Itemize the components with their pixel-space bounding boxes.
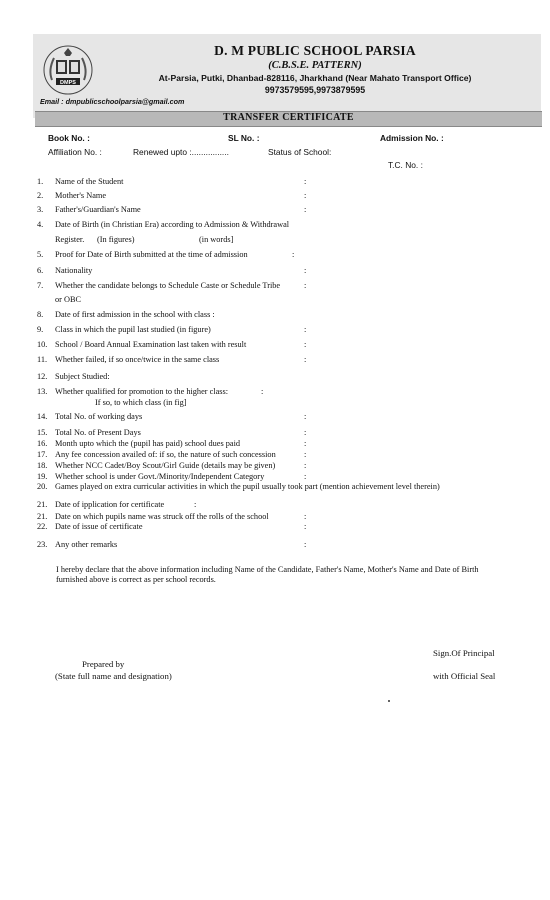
row-colon: : <box>304 461 307 470</box>
row-label: Whether failed, if so once/twice in the same class <box>55 355 220 364</box>
row-label: Date of first admission in the school with class : <box>55 310 215 319</box>
row-colon: : <box>304 266 307 275</box>
row-label: Total No. of Present Days <box>55 428 141 437</box>
row-number: 11. <box>37 355 48 364</box>
row-number: 19. <box>37 472 48 481</box>
row-number: 9. <box>37 325 44 334</box>
board-pattern: (C.B.S.E. PATTERN) <box>268 60 362 71</box>
svg-text:DMPS: DMPS <box>60 80 76 86</box>
row-label: or OBC <box>55 295 82 304</box>
row-colon: : <box>304 522 307 531</box>
row-label: Date of ipplication for certificate <box>55 500 165 509</box>
row-number: 4. <box>37 220 44 229</box>
row-label: If so, to which class (in fig] <box>95 398 187 407</box>
row-number: 13. <box>37 387 48 396</box>
tc-no: T.C. No. : <box>388 160 423 170</box>
row-number: 20. <box>37 482 48 491</box>
dob-figures: (In figures) <box>97 235 135 244</box>
admission-no: Admission No. : <box>380 133 444 143</box>
row-number: 17. <box>37 450 48 459</box>
row-label: Total No. of working days <box>55 412 143 421</box>
preparer-designation: (State full name and designation) <box>55 671 172 681</box>
row-number: 3. <box>37 205 44 214</box>
row-label: Month upto which the (pupil has paid) school dues paid <box>55 439 241 448</box>
row-number: 15. <box>37 428 48 437</box>
row-number: 14. <box>37 412 48 421</box>
school-phones: 9973579595,9973879595 <box>264 85 366 95</box>
row-colon: : <box>304 205 307 214</box>
row-label: Date of issue of certificate <box>55 522 143 531</box>
row-number: 8. <box>37 310 44 319</box>
row-colon: : <box>304 472 307 481</box>
row-colon: : <box>304 281 307 290</box>
row-label: Mother's Name <box>55 191 107 200</box>
row-colon: : <box>304 325 307 334</box>
sl-no: SL No. : <box>228 133 260 143</box>
row-label: Date on which pupils name was struck off the rolls of the school <box>55 512 269 521</box>
row-label: Whether the candidate belongs to Schedule Caste or Schedule Tribe <box>55 281 281 290</box>
row-colon: : <box>304 540 307 549</box>
school-email: Email : dmpublicschoolparsia@gmail.com <box>40 97 185 106</box>
row-colon: : <box>304 191 307 200</box>
prepared-by: Prepared by <box>82 659 125 669</box>
row-colon: : <box>304 355 307 364</box>
affiliation-no: Affiliation No. : <box>48 147 102 157</box>
row-colon: : <box>261 387 264 396</box>
dob-words: (in words] <box>199 235 234 244</box>
principal-signature: Sign.Of Principal <box>433 648 495 658</box>
certificate-title: TRANSFER CERTIFICATE <box>223 112 354 123</box>
book-no: Book No. : <box>48 133 90 143</box>
row-colon: : <box>304 439 307 448</box>
row-label: Whether qualified for promotion to the higher class: <box>55 387 229 396</box>
row-label: Name of the Student <box>55 177 124 186</box>
row-number: 12. <box>37 372 48 381</box>
row-number: 21. <box>37 512 48 521</box>
school-address: At-Parsia, Putki, Dhanbad-828116, Jharkhand (Near Mahato Transport Office) <box>158 73 472 83</box>
row-label: Any fee concession availed of: if so, the nature of such concession <box>55 450 276 459</box>
row-label: Whether school is under Govt./Minority/Independent Category <box>55 472 265 481</box>
row-label: Register. <box>55 235 85 244</box>
row-number: 7. <box>37 281 44 290</box>
row-number: 2. <box>37 191 44 200</box>
row-number: 16. <box>37 439 48 448</box>
row-label: Subject Studied: <box>55 372 110 381</box>
school-logo <box>42 44 94 96</box>
official-seal: with Official Seal <box>433 671 496 681</box>
row-number: 6. <box>37 266 44 275</box>
row-label: School / Board Annual Examination last taken with result <box>55 340 247 349</box>
status-of-school: Status of School: <box>268 147 332 157</box>
row-number: 21. <box>37 500 48 509</box>
row-colon: : <box>304 512 307 521</box>
declaration: I hereby declare that the above information including Name of the Candidate, Father's Name, Mother's Name and Date of Birth furnished above is correct as per school records. <box>56 565 479 584</box>
row-label: Date of Birth (in Christian Era) according to Admission & Withdrawal <box>55 220 290 229</box>
row-colon: : <box>304 177 307 186</box>
row-colon: : <box>304 450 307 459</box>
school-name: D. M PUBLIC SCHOOL PARSIA <box>214 43 416 58</box>
row-number: 1. <box>37 177 44 186</box>
row-colon: : <box>304 412 307 421</box>
row-colon: : <box>292 250 295 259</box>
row-colon: : <box>304 340 307 349</box>
row-label: Father's/Guardian's Name <box>55 205 141 214</box>
row-label: Any other remarks <box>55 540 118 549</box>
row-label: Class in which the pupil last studied (in figure) <box>55 325 211 334</box>
row-colon: : <box>194 500 197 509</box>
row-label: Games played on extra curricular activities in which the pupil usually took part (mention achievement level therein) <box>55 482 440 491</box>
row-colon: : <box>304 428 307 437</box>
row-number: 5. <box>37 250 44 259</box>
row-number: 22. <box>37 522 48 531</box>
row-number: 23. <box>37 540 48 549</box>
row-label: Nationality <box>55 266 93 275</box>
row-number: 10. <box>37 340 48 349</box>
renewed-upto: Renewed upto :................ <box>133 147 229 157</box>
row-number: 18. <box>37 461 48 470</box>
row-label: Proof for Date of Birth submitted at the time of admission <box>55 250 248 259</box>
stray-dot <box>388 700 390 702</box>
row-label: Whether NCC Cadet/Boy Scout/Girl Guide (details may be given) <box>55 461 276 470</box>
